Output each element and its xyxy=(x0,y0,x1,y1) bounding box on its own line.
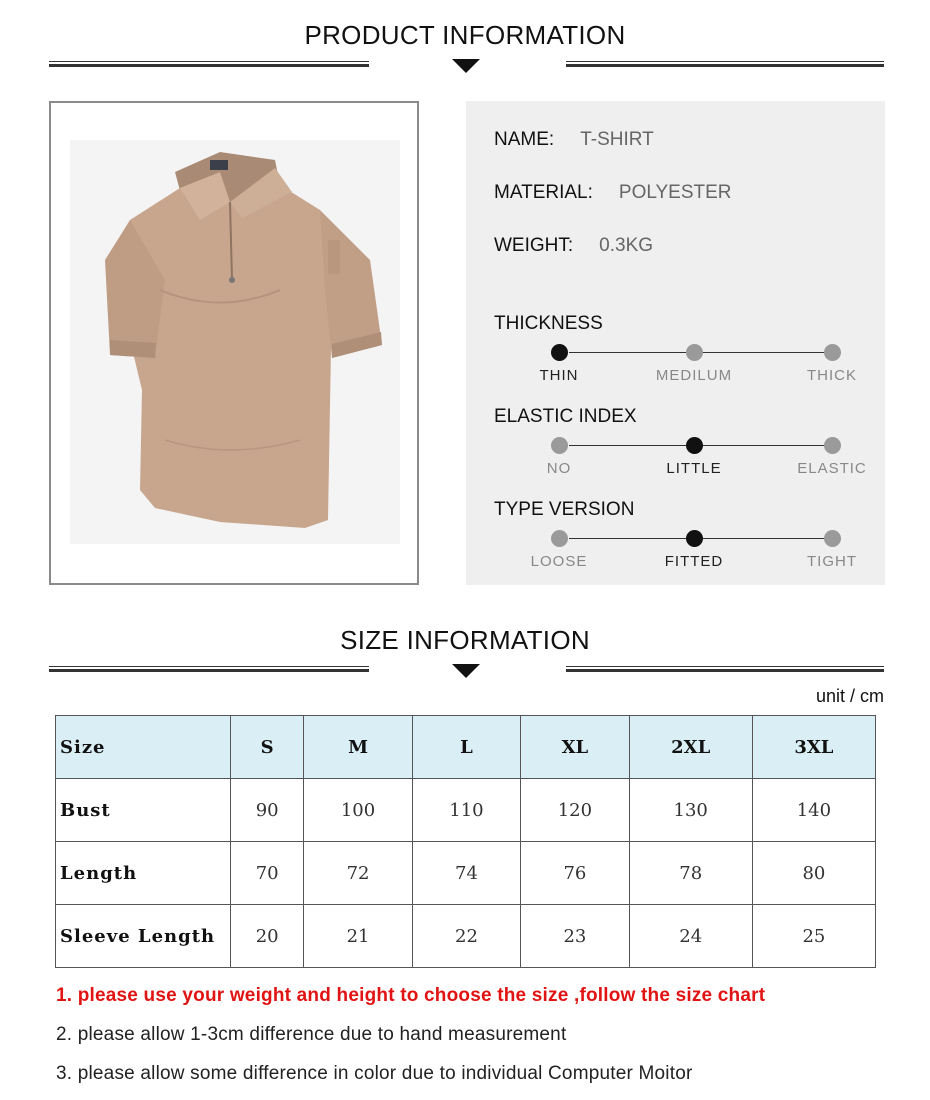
scale-dot xyxy=(551,344,568,361)
table-cell: XL xyxy=(521,716,629,779)
down-triangle-icon xyxy=(452,59,480,73)
table-cell: L xyxy=(412,716,520,779)
info-name xyxy=(494,129,654,151)
table-cell: 21 xyxy=(304,905,412,968)
note-2: 2. please allow 1-3cm difference due to hand measurement xyxy=(56,1024,567,1045)
scale-dot xyxy=(551,437,568,454)
scale-label: FITTED xyxy=(664,553,724,570)
scale-title: ELASTIC INDEX xyxy=(494,406,637,427)
table-cell: 130 xyxy=(629,779,752,842)
table-cell: 25 xyxy=(752,905,875,968)
scale-label: MEDILUM xyxy=(655,367,733,384)
unit-label: unit / cm xyxy=(815,686,884,706)
row-label: Size xyxy=(56,716,231,779)
table-cell: M xyxy=(304,716,412,779)
scale-dot xyxy=(824,530,841,547)
scale-label: THICK xyxy=(807,367,857,384)
scale-dot xyxy=(824,437,841,454)
scale-track xyxy=(569,352,841,353)
header-rule-left xyxy=(49,61,369,67)
scale-label: LOOSE xyxy=(530,553,588,570)
info-material-value: POLYESTER xyxy=(618,182,732,203)
table-cell: 110 xyxy=(412,779,520,842)
table-cell: 20 xyxy=(231,905,304,968)
size-rule-left xyxy=(49,666,369,672)
scale-dot xyxy=(686,530,703,547)
table-cell: 76 xyxy=(521,842,629,905)
product-info-panel xyxy=(466,101,885,585)
table-cell: 140 xyxy=(752,779,875,842)
scale-dot xyxy=(551,530,568,547)
table-cell: S xyxy=(231,716,304,779)
note-1: 1. please use your weight and height to choose the size ,follow the size chart xyxy=(56,985,766,1006)
scale-dot xyxy=(824,344,841,361)
info-weight-value: 0.3KG xyxy=(599,235,654,256)
table-cell: 70 xyxy=(231,842,304,905)
row-label: Length xyxy=(56,842,231,905)
table-cell: 22 xyxy=(412,905,520,968)
product-info-title: PRODUCT INFORMATION xyxy=(304,20,626,50)
info-name-value: T-SHIRT xyxy=(580,129,654,150)
table-cell: 3XL xyxy=(752,716,875,779)
scale-label: ELASTIC xyxy=(797,460,867,477)
size-table xyxy=(55,715,876,968)
table-cell: 24 xyxy=(629,905,752,968)
info-weight xyxy=(494,235,653,257)
down-triangle-icon xyxy=(452,664,480,678)
table-cell: 80 xyxy=(752,842,875,905)
size-rule-right xyxy=(566,666,884,672)
table-header-row xyxy=(56,716,876,779)
table-cell: 100 xyxy=(304,779,412,842)
scale-title: TYPE VERSION xyxy=(494,499,635,520)
table-cell: 120 xyxy=(521,779,629,842)
table-row xyxy=(56,842,876,905)
scale-dot xyxy=(686,344,703,361)
size-info-title: SIZE INFORMATION xyxy=(340,625,590,655)
scale-track xyxy=(569,538,841,539)
scale-dot xyxy=(686,437,703,454)
scale-track xyxy=(569,445,841,446)
scale-title: THICKNESS xyxy=(494,313,603,334)
polo-shirt-icon xyxy=(70,140,400,544)
table-cell: 78 xyxy=(629,842,752,905)
product-photo-frame xyxy=(49,101,419,585)
info-material-label: MATERIAL: xyxy=(494,182,593,203)
scale-label: TIGHT xyxy=(807,553,857,570)
table-cell: 90 xyxy=(231,779,304,842)
table-cell: 74 xyxy=(412,842,520,905)
info-material xyxy=(494,182,732,204)
header-rule-right xyxy=(566,61,884,67)
scale-label: LITTLE xyxy=(666,460,722,477)
info-weight-label: WEIGHT: xyxy=(494,235,574,256)
row-label: Sleeve Length xyxy=(56,905,231,968)
table-cell: 72 xyxy=(304,842,412,905)
table-row xyxy=(56,779,876,842)
table-row xyxy=(56,905,876,968)
row-label: Bust xyxy=(56,779,231,842)
note-3: 3. please allow some difference in color due to individual Computer Moitor xyxy=(56,1063,693,1084)
table-cell: 23 xyxy=(521,905,629,968)
scale-label: NO xyxy=(546,460,572,477)
scale-label: THIN xyxy=(539,367,579,384)
product-photo xyxy=(70,140,400,544)
info-name-label: NAME: xyxy=(494,129,555,150)
table-cell: 2XL xyxy=(629,716,752,779)
